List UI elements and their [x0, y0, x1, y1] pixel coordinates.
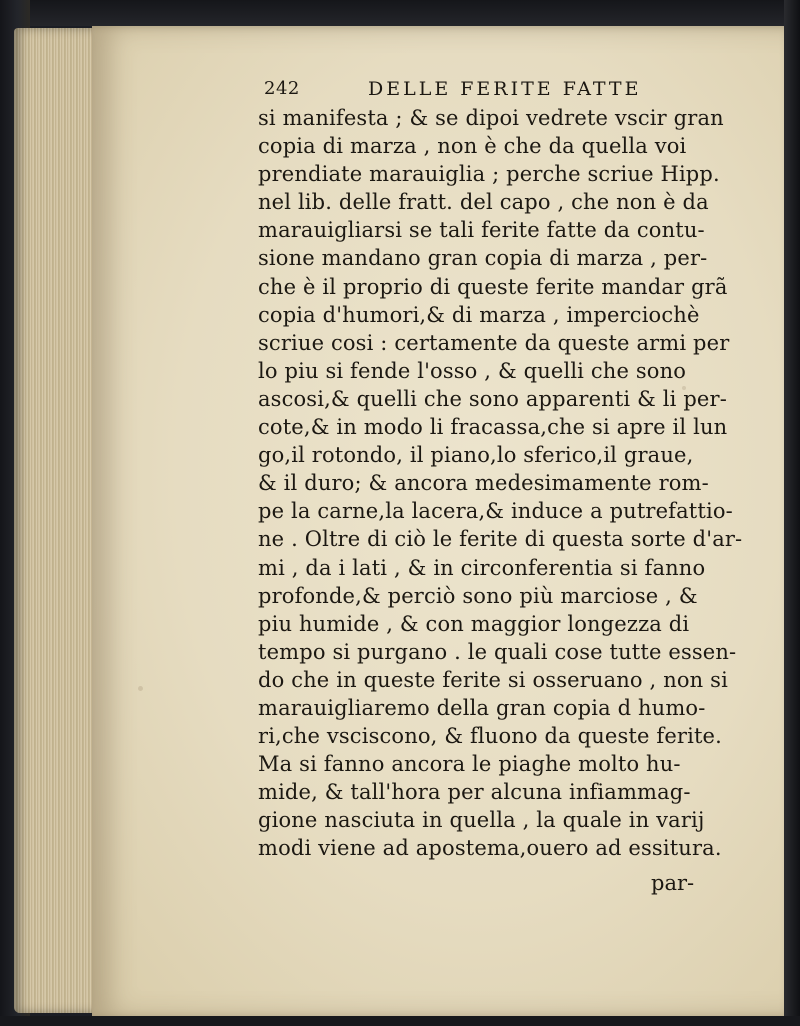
text-line: lo piu si fende l'osso , & quelli che sono [258, 358, 687, 383]
text-line: tempo si purgano . le quali cose tutte essen- [258, 639, 737, 664]
paper-stain [138, 686, 143, 691]
text-line: cote,& in modo li fracassa,che si apre il lun [258, 415, 728, 440]
text-line: profonde,& perciò sono più marciose , & [258, 583, 698, 608]
running-head: DELLE FERITE FATTE [368, 78, 642, 100]
text-line: copia di marza , non è che da quella voi [258, 134, 687, 159]
text-line: si manifesta ; & se dipoi vedrete vscir gran [258, 106, 724, 130]
text-line: nel lib. delle fratt. del capo , che non è da [258, 190, 709, 215]
text-line: go,il rotondo, il piano,lo sferico,il graue, [258, 443, 694, 468]
text-line: piu humide , & con maggior longezza di [258, 611, 690, 636]
text-line: do che in queste ferite si osseruano , non si [258, 667, 728, 692]
text-line: prendiate marauiglia ; perche scriue Hipp. [258, 162, 720, 187]
text-line: scriue cosi : certamente da queste armi per [258, 330, 730, 355]
catchword: par- [651, 871, 695, 895]
text-line: & il duro; & ancora medesimamente rom- [258, 471, 709, 496]
text-line: ascosi,& quelli che sono apparenti & li per- [258, 386, 727, 411]
text-line: pe la carne,la lacera,& induce a putrefattio- [258, 499, 733, 524]
text-line: marauigliarsi se tali ferite fatte da contu- [258, 218, 705, 243]
text-line: marauigliaremo della gran copia d humo- [258, 695, 706, 720]
text-line: modi viene ad apostema,ouero ad essitura. [258, 836, 722, 861]
scan-right-background [784, 0, 800, 1026]
page-stack-edges [14, 28, 104, 1013]
body-text [258, 104, 743, 863]
text-line: che è il proprio di queste ferite mandar grã [258, 274, 728, 299]
text-line: Ma si fanno ancora le piaghe molto hu- [258, 752, 681, 777]
scan-bottom-background [0, 1016, 800, 1026]
text-line: mi , da i lati , & in circonferentia si fanno [258, 555, 706, 580]
text-line: ri,che vsciscono, & fluono da queste ferite. [258, 724, 722, 749]
page-number: 242 [264, 78, 300, 99]
text-line: copia d'humori,& di marza , imperciochè [258, 302, 700, 327]
page-header [258, 74, 738, 104]
scan-top-background [0, 0, 800, 26]
text-line: ne . Oltre di ciò le ferite di questa sorte d'ar- [258, 527, 743, 552]
text-line: mide, & tall'hora per alcuna infiammag- [258, 780, 691, 805]
text-line: sione mandano gran copia di marza , per- [258, 246, 708, 271]
text-block [258, 74, 743, 863]
text-line: gione nasciuta in quella , la quale in varij [258, 808, 705, 833]
